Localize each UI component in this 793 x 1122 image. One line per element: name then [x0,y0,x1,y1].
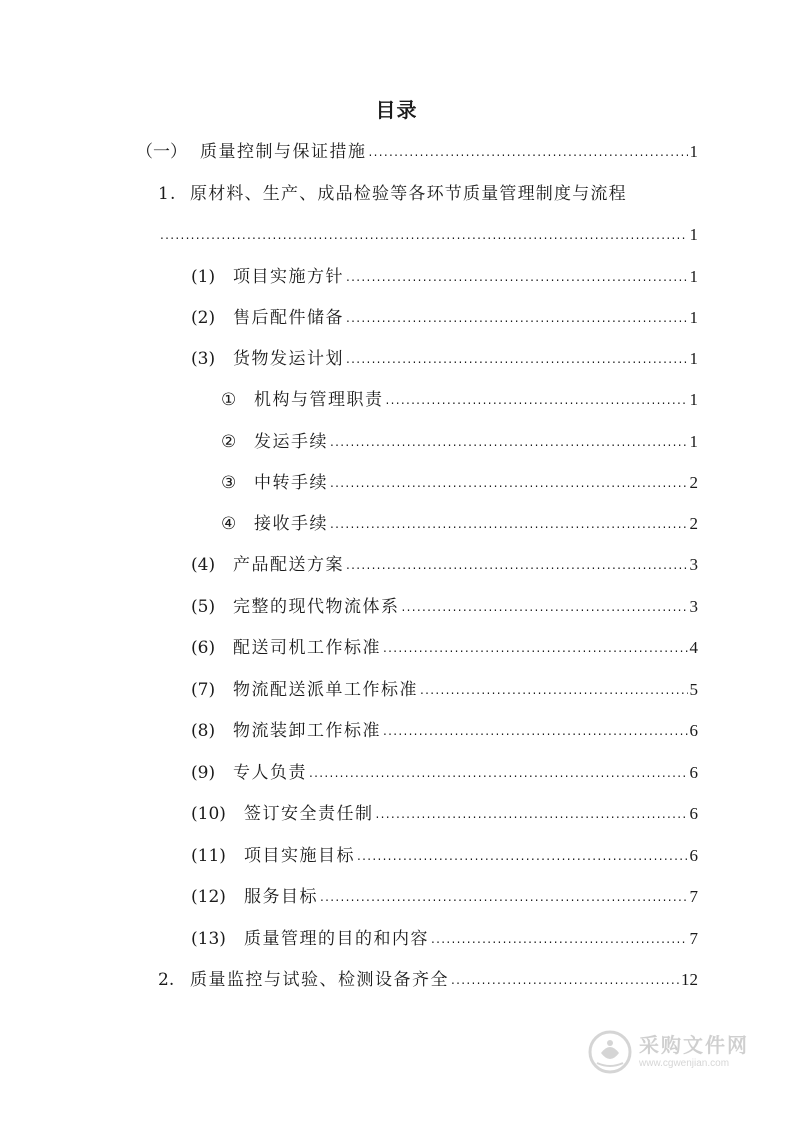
watermark-site-url: www.cgwenjian.com [639,1058,730,1069]
toc-entry-level3[interactable] [191,306,698,331]
toc-entry-level3[interactable] [191,347,698,372]
toc-leader-dots [160,223,688,247]
toc-leader-dots [376,802,688,826]
toc-entry-number: (7) [191,680,216,700]
toc-entry-level3[interactable] [191,761,698,786]
toc-entry-title: 项目实施目标 [244,846,355,866]
toc-entry-number: ③ [221,473,237,493]
toc-entry-level3[interactable] [191,844,698,869]
toc-entry-level1[interactable] [136,140,698,165]
toc-entry-page: 2 [689,514,698,533]
toc-leader-dots [383,719,688,743]
toc-leader-dots [346,553,688,577]
watermark-text [639,1035,749,1069]
toc-entry-page: 1 [689,142,698,161]
page-title: 目录 [375,98,418,122]
toc-leader-dots [402,595,688,619]
toc-entry-title: 项目实施方针 [233,267,344,287]
toc-entry-page: 4 [689,638,698,657]
site-watermark [587,1024,757,1080]
toc-entry-page: 1 [689,225,698,244]
toc-entry-level3[interactable] [191,636,698,661]
toc-entry-page: 6 [689,763,698,782]
toc-leader-dots [386,388,688,412]
toc-entry-level3[interactable] [191,927,698,952]
toc-entry-level4[interactable] [221,430,698,455]
toc-entry-level3[interactable] [191,265,698,290]
toc-entry-page: 1 [689,267,698,286]
toc-entry-title: 物流配送派单工作标准 [233,680,418,700]
toc-leader-dots [346,306,688,330]
toc-entry-page: 5 [689,680,698,699]
toc-entry-title: 服务目标 [244,887,318,907]
toc-entry-number: (10) [191,804,226,824]
toc-entry-title: 接收手续 [254,514,328,534]
toc-entry-number: （一） [136,142,187,162]
toc-entry-number: 2. [158,970,175,990]
toc-entry-number: (3) [191,349,216,369]
toc-entry-level3[interactable] [191,885,698,910]
toc-entry-page: 6 [689,846,698,865]
toc-leader-dots [357,844,688,868]
toc-leader-dots [420,678,688,702]
toc-leader-dots [309,761,688,785]
toc-leader-dots [369,140,688,164]
toc-entry-title: 物流装卸工作标准 [233,721,381,741]
toc-entry-page: 3 [689,597,698,616]
toc-entry-level3[interactable] [191,719,698,744]
watermark-site-name: 采购文件网 [639,1033,749,1057]
toc-entry-number: (1) [191,267,216,287]
toc-entry-title: 专人负责 [233,763,307,783]
toc-entry-title: 配送司机工作标准 [233,638,381,658]
toc-entry-number: ① [221,390,237,410]
toc-entry-title: 质量控制与保证措施 [200,142,367,162]
toc-entry-title: 发运手续 [254,432,328,452]
toc-entry-level4[interactable] [221,388,698,413]
toc-entry-number: (12) [191,887,226,907]
toc-leader-dots [431,927,688,951]
toc-entry-page: 12 [681,970,698,989]
toc-entry-page: 1 [689,349,698,368]
toc-entry-number: 1. [158,184,177,204]
toc-entry-title: 质量管理的目的和内容 [244,929,429,949]
toc-leader-dots [383,636,688,660]
toc-entry-page: 1 [689,390,698,409]
toc-entry-number: ② [221,432,237,452]
toc-entry-level3[interactable] [191,678,698,703]
toc-entry-page: 1 [689,432,698,451]
toc-entry-title: 原材料、生产、成品检验等各环节质量管理制度与流程 [190,184,627,204]
toc-entry-page: 3 [689,555,698,574]
toc-entry-level3[interactable] [191,553,698,578]
toc-entry-number: (6) [191,638,216,658]
toc-entry-number: (8) [191,721,216,741]
toc-entry-number: (9) [191,763,216,783]
toc-entry-title: 产品配送方案 [233,555,344,575]
toc-entry-page: 7 [689,929,698,948]
toc-entry-title: 货物发运计划 [233,349,344,369]
toc-entry-number: (4) [191,555,216,575]
toc-leader-dots [330,471,688,495]
toc-entry-continuation[interactable] [158,223,698,248]
toc-entry-title: 机构与管理职责 [254,390,384,410]
toc-leader-dots [346,265,688,289]
toc-entry-level4[interactable] [221,512,698,537]
toc-leader-dots [451,968,679,992]
toc-entry-number: (11) [191,846,226,866]
toc-leader-dots [330,512,688,536]
toc-entry-number: (5) [191,597,216,617]
toc-entry-title: 中转手续 [254,473,328,493]
toc-entry-number: ④ [221,514,237,534]
toc-entry-level2[interactable] [158,968,698,993]
toc-entry-title: 售后配件储备 [233,308,344,328]
toc-entry-level3[interactable] [191,802,698,827]
toc-entry-title: 完整的现代物流体系 [233,597,400,617]
toc-entry-level3[interactable] [191,595,698,620]
toc-entry-title: 签订安全责任制 [244,804,374,824]
toc-leader-dots [320,885,688,909]
cgwenjian-logo-icon [587,1029,633,1075]
toc-leader-dots [346,347,688,371]
toc-entry-number: (13) [191,929,226,949]
toc-entry-level2[interactable] [158,182,627,206]
toc-entry-page: 7 [689,887,698,906]
toc-entry-number: (2) [191,308,216,328]
toc-entry-title: 质量监控与试验、检测设备齐全 [190,970,449,990]
toc-entry-page: 2 [689,473,698,492]
toc-leader-dots [330,430,688,454]
toc-entry-level4[interactable] [221,471,698,496]
toc-entry-page: 6 [689,804,698,823]
toc-entry-page: 6 [689,721,698,740]
toc-entry-page: 1 [689,308,698,327]
